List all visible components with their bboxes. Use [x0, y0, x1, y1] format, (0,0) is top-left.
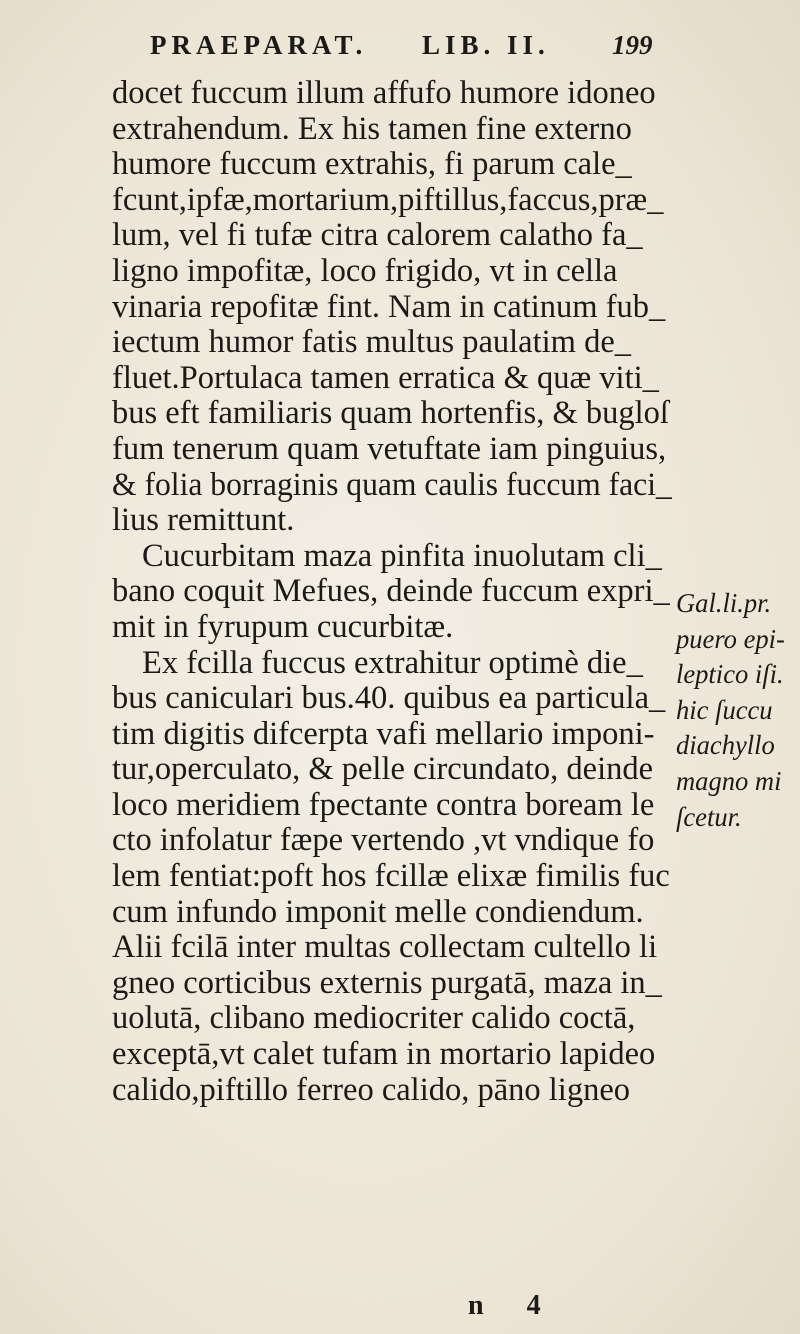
margin-note-line: hic ſuccu [676, 694, 773, 725]
body-text [112, 76, 672, 1108]
margin-note-line: Gal.li.pr. [676, 588, 772, 618]
running-head-book: LIB. II. [422, 30, 550, 60]
text-line: fluet.Portulaca tamen erratica & quæ viti_ [112, 359, 659, 396]
text-line: exceptā,vt calet tufam in mortario lapideo [112, 1036, 656, 1073]
text-line: vinaria repofitæ fint. Nam in catinum fub_ [112, 288, 666, 325]
text-line: lum, vel fi tufæ citra calorem calatho fa_ [112, 217, 643, 254]
text-line: ligno impofitæ, loco frigido, vt in cella [112, 252, 618, 289]
text-line: calido,piftillo ferreo calido, pāno ligneo [112, 1071, 631, 1108]
margin-note-line: ſcetur. [676, 801, 742, 832]
page-number: 199 [612, 30, 653, 60]
text-line: loco meridiem fpectante contra boream le [112, 786, 655, 823]
text-line: Alii fcilā inter multas collectam cultello li [112, 929, 658, 966]
signature-mark: n 4 [468, 1290, 559, 1321]
text-line: fcunt,ipfæ,mortarium,piftillus,faccus,præ_ [112, 181, 664, 218]
text-line: uolutā, clibano mediocriter calido coctā, [112, 1000, 636, 1037]
text-line: tur,operculato, & pelle circundato, deinde [112, 751, 654, 788]
text-line: fum tenerum quam vetuftate iam pinguius, [112, 430, 667, 467]
text-line: bano coquit Mefues, deinde fuccum expri_ [112, 573, 670, 610]
text-line: mit in fyrupum cucurbitæ. [112, 608, 454, 645]
text-line: gneo corticibus externis purgatā, maza in_ [112, 964, 662, 1001]
margin-note-line: magno mi [676, 765, 782, 796]
paragraph-start-line: Cucurbitam maza pinfita inuolutam cli_ [142, 537, 662, 574]
running-head [150, 30, 670, 70]
text-line: humore fuccum extrahis, fi parum cale_ [112, 146, 632, 183]
text-line: tim digitis difcerpta vafi mellario imponi- [112, 715, 655, 752]
text-line: bus caniculari bus.40. quibus ea particula_ [112, 680, 666, 717]
text-line: lius remittunt. [112, 502, 295, 539]
paragraph-start-line: Ex fcilla fuccus extrahitur optimè die_ [142, 644, 643, 681]
margin-note-line: leptico iſi. [676, 659, 784, 690]
margin-note-line: diachyllo [676, 730, 775, 761]
running-head-title: PRAEPARAT. [150, 30, 368, 60]
text-line: & folia borraginis quam caulis fuccum faci_ [112, 466, 672, 503]
text-line: bus eft familiaris quam hortenfis, & bugloſ [112, 395, 669, 432]
text-line: extrahendum. Ex his tamen fine externo [112, 110, 632, 147]
text-line: cum infundo imponit melle condiendum. [112, 893, 644, 930]
text-line: iectum humor fatis multus paulatim de_ [112, 324, 632, 361]
text-line: lem fentiat:poft hos fcillæ elixæ fimilis fuc [112, 858, 670, 895]
text-line: docet fuccum illum affufo humore idoneo [112, 75, 656, 111]
text-line: cto infolatur fæpe vertendo ,vt vndique fo [112, 822, 655, 859]
margin-notes [676, 586, 796, 835]
margin-note-line: puero epi- [676, 623, 785, 654]
